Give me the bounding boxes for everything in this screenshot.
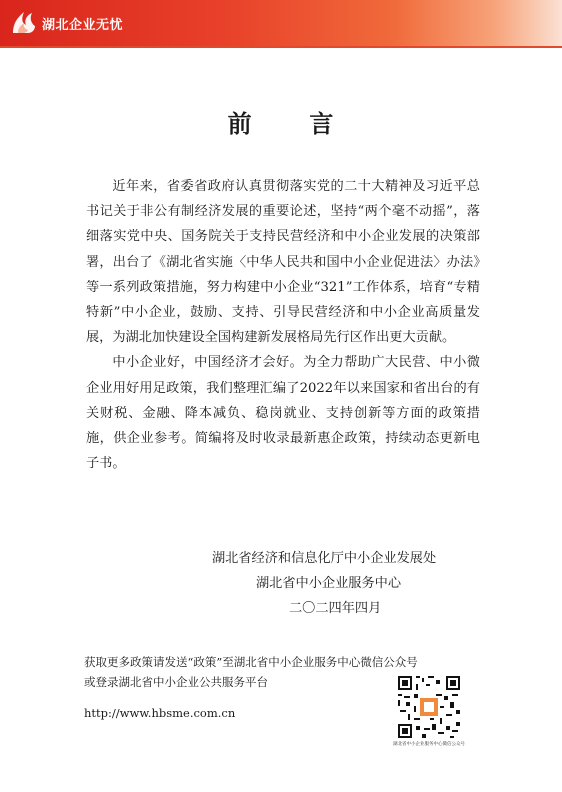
footer-line-1: 获取更多政策请发送“政策”至湖北省中小企业服务中心微信公众号 xyxy=(84,655,418,669)
flame-logo-icon xyxy=(10,9,38,35)
signature-org-2: 湖北省中小企业服务中心 xyxy=(256,576,402,591)
title-char-2: 言 xyxy=(309,110,335,138)
brand-name: 湖北企业无忧 xyxy=(42,18,124,33)
page-header xyxy=(0,0,562,46)
page-title xyxy=(0,104,562,139)
footer-info xyxy=(84,652,418,692)
preface-body xyxy=(86,174,480,476)
signature-date: 二〇二四年四月 xyxy=(289,601,382,616)
qr-code-icon xyxy=(396,674,462,740)
paragraph-1: 近年来，省委省政府认真贯彻落实党的二十大精神及习近平总书记关于非公有制经济发展的重要论述，坚持“两个毫不动摇”，落细落实党中央、国务院关于支持民营经济和中小企业发展的决策部署，出台了《湖北省实施〈中华人民共和国中小企业促进法〉办法》等一系列政策措施，努力构建中小企业“321”工作体系，培育“专精特新”中小企业，鼓励、支持、引导民营经济和中小企业高质量发展，为湖北加快建设全国构建新发展格局先行区作出更大贡献。 xyxy=(86,179,480,346)
signature-org-1: 湖北省经济和信息化厅中小企业发展处 xyxy=(212,551,437,566)
paragraph-2: 中小企业好，中国经济才会好。为全力帮助广大民营、中小微企业用好用足政策，我们整理汇编了2022年以来国家和省出台的有关财税、金融、降本减负、稳岗就业、支持创新等方面的政策措施，供企业参考。简编将及时收录最新惠企政策，持续动态更新电子书。 xyxy=(86,355,480,472)
title-char-1: 前 xyxy=(227,110,253,138)
platform-url-link[interactable]: http://www.hbsme.com.cn xyxy=(84,706,236,720)
header-divider xyxy=(0,46,562,48)
footer-line-2: 或登录湖北省中小企业公共服务平台 xyxy=(84,675,268,689)
qr-caption: 湖北省中小企业服务中心微信公众号 xyxy=(393,742,465,747)
